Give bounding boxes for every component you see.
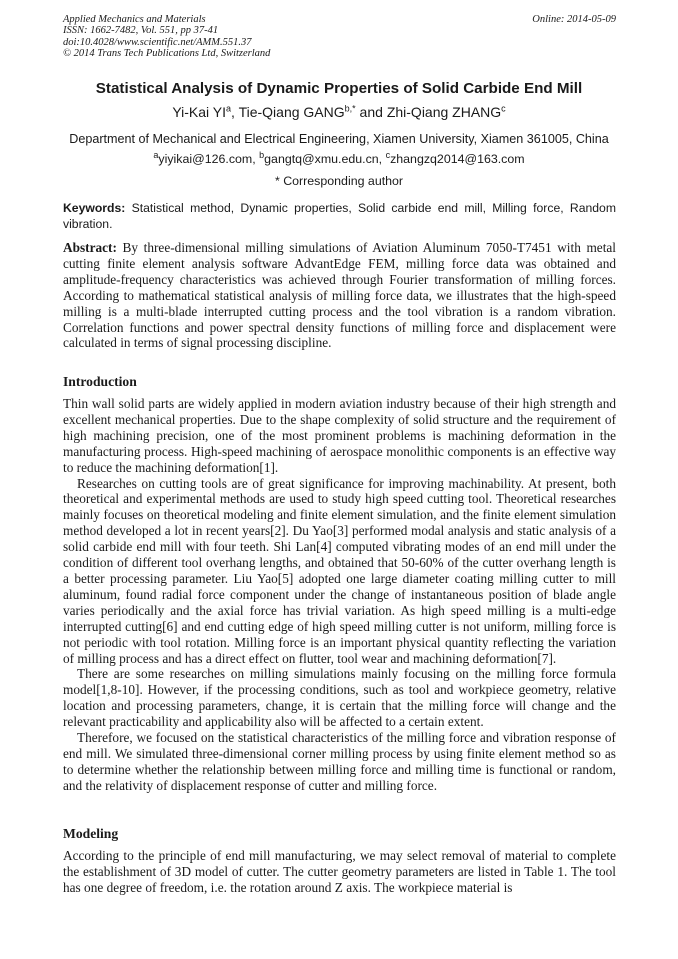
author-name: Yi-Kai YI bbox=[172, 104, 227, 120]
author-superscript: c bbox=[501, 103, 506, 114]
email-address: gangtq@xmu.edu.cn, bbox=[264, 152, 386, 166]
author-emails bbox=[40, 149, 638, 166]
abstract-block bbox=[63, 240, 616, 351]
modeling-body bbox=[63, 848, 616, 896]
keywords-block bbox=[63, 201, 616, 232]
author-name: Tie-Qiang GANG bbox=[238, 104, 345, 120]
introduction-body bbox=[63, 396, 616, 794]
email-superscript: c bbox=[385, 149, 391, 160]
email-superscript: a bbox=[153, 149, 159, 160]
copyright-line: © 2014 Trans Tech Publications Ltd, Switzerland bbox=[63, 48, 271, 60]
issn-line: ISSN: 1662-7482, Vol. 551, pp 37-41 bbox=[63, 25, 219, 37]
paper-title: Statistical Analysis of Dynamic Properties of Solid Carbide End Mill bbox=[95, 80, 583, 97]
keywords-label: Keywords: bbox=[63, 201, 126, 215]
abstract-text: By three-dimensional milling simulations of Aviation Aluminum 7050-T7451 with metal cutting finite element analysis software AdvantEdge FEM, milling force data was obtained and amplitude-frequency characteristics was achieved through Fourier transformation of milling forces. According to mathematical statistical analysis of milling force data, we illustrates that the high-speed milling is a multi-blade interrupted cutting process and the tool vibration is a random vibration. Correlation functions and power spectral density functions of milling force and displacement were calculated in terms of signal processing discipline. bbox=[63, 240, 616, 351]
author-line bbox=[40, 104, 638, 120]
email-address: yiyikai@126.com, bbox=[158, 152, 260, 166]
paragraph: Thin wall solid parts are widely applied in modern aviation industry because of their high strength and excellent mechanical properties. Due to the shape complexity of solid structure and the requirement of high machining precision, one of the most prominent problems is machining deformation in the manufacturing process. High-speed machining of aerospace monolithic components is an effective way to reduce the machining deformation[1]. bbox=[63, 396, 616, 475]
section-heading-modeling: Modeling bbox=[63, 826, 119, 841]
author-separator: and bbox=[355, 104, 387, 120]
paragraph: Researches on cutting tools are of great significance for improving machinability. At present, both theoretical and experimental methods are used to study high speed cutting tool. Theoretical researches mainly focuses on theoretical modeling and finite element simulation, and the finite element simulation method developed a lot in recent years[2]. Du Yao[3] performed modal analysis and static analysis of a solid carbide end mill with four teeth. Shi Lan[4] computed vibrating modes of an end mill under the condition of different tool overhang lengths, and obtained that 50-60% of the cutter overhang length is a better processing parameter. Liu Yao[5] adopted one large diameter coating milling cutter to mill aluminum, found radial force component under the change of instantaneous position of blade angle varies periodically and the axial force has trivial variation. As high speed milling is a multi-edge interrupted cutting[6] and end cutting edge of high speed milling cutter is not uniform, milling force is not periodic with tool rotation. Milling force is an important physical quantity reflecting the variation of milling process and has a direct effect on flutter, tool wear and machining deformation[7]. bbox=[63, 475, 616, 666]
corresponding-author-note: * Corresponding author bbox=[274, 174, 404, 188]
author-name: Zhi-Qiang ZHANG bbox=[386, 104, 502, 120]
affiliation: Department of Mechanical and Electrical Engineering, Xiamen University, Xiamen 361005, China bbox=[69, 132, 609, 146]
doi-line: doi:10.4028/www.scientific.net/AMM.551.37 bbox=[63, 36, 252, 48]
keywords-text: Statistical method, Dynamic properties, Solid carbide end mill, Milling force, Random vibration. bbox=[63, 201, 616, 231]
author-superscript: b,* bbox=[344, 103, 356, 114]
email-superscript: b bbox=[259, 149, 265, 160]
paragraph: According to the principle of end mill manufacturing, we may select removal of material to complete the establishment of 3D model of cutter. The cutter geometry parameters are listed in Table 1. The tool has one degree of freedom, i.e. the rotation around Z axis. The workpiece material is bbox=[63, 848, 616, 895]
journal-name: Applied Mechanics and Materials bbox=[63, 14, 206, 25]
online-date: Online: 2014-05-09 bbox=[532, 14, 616, 25]
section-heading-introduction: Introduction bbox=[63, 374, 137, 389]
email-address: zhangzq2014@163.com bbox=[390, 152, 525, 166]
abstract-label: Abstract: bbox=[63, 240, 117, 255]
journal-header bbox=[63, 14, 616, 60]
paragraph: There are some researches on milling simulations mainly focusing on the milling force formula model[1,8-10]. However, if the processing conditions, such as tool and workpiece geometry, relative location and processing parameters, change, it is certain that the milling force will change and the relevant practicability and applicability also will be affected to a certain extent. bbox=[63, 666, 616, 730]
paragraph: Therefore, we focused on the statistical characteristics of the milling force and vibration response of end mill. We simulated three-dimensional corner milling process by using finite element method so as to determine whether the relationship between milling force and milling time is functional or random, and the relativity of displacement response of cutter and milling force. bbox=[63, 730, 616, 793]
author-separator: , bbox=[231, 104, 239, 120]
author-superscript: a bbox=[226, 103, 232, 114]
